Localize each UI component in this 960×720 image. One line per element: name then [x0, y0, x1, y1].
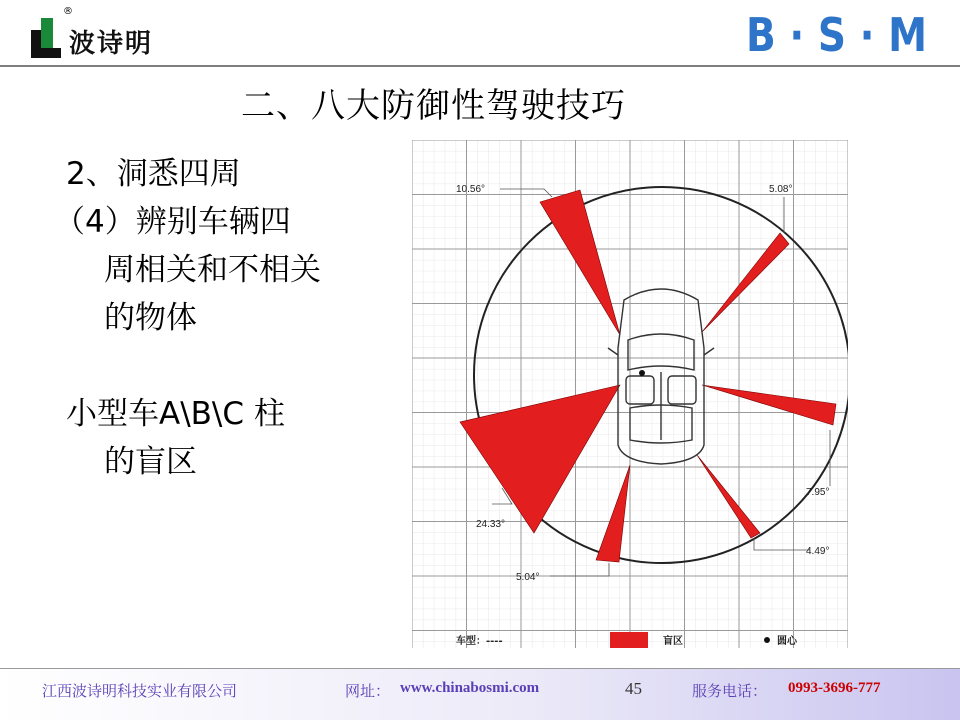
- slide-body: [54, 150, 396, 486]
- legend-center-label: 圆心: [777, 636, 797, 647]
- angle-label: 5.08°: [769, 184, 793, 195]
- footer-site-link[interactable]: www.chinabosmi.com: [400, 680, 540, 696]
- angle-label: 7.95°: [806, 487, 830, 498]
- body-line: 2、洞悉四周: [66, 156, 241, 192]
- slide-title: 二、八大防御性驾驶技巧: [241, 86, 626, 126]
- slide-header: [0, 0, 960, 66]
- header-divider: [0, 65, 960, 67]
- body-line: 的盲区: [104, 444, 197, 480]
- angle-label: 10.56°: [456, 184, 486, 195]
- angle-label: 4.49°: [806, 546, 830, 557]
- angle-label: 24.33°: [476, 519, 506, 530]
- company-logo-icon: [31, 18, 61, 58]
- logo-text: 波诗明: [69, 29, 154, 59]
- footer-phone-label: 服务电话：: [692, 682, 768, 700]
- center-dot: [639, 370, 645, 376]
- footer-site-label: 网址：: [345, 682, 391, 700]
- brand-mark: B · S · M: [745, 8, 927, 62]
- legend-blind-label: 盲区: [663, 636, 683, 647]
- page-number: 45: [625, 679, 642, 698]
- angle-label: 5.04°: [516, 572, 540, 583]
- body-line: 的物体: [104, 300, 197, 336]
- footer-phone: 0993-3696-777: [788, 680, 881, 696]
- body-line: （4）辨别车辆四: [54, 204, 291, 240]
- body-line: 小型车A\B\C 柱: [66, 396, 285, 432]
- registered-mark: ®: [63, 6, 73, 17]
- legend-car-type: 车型：----: [456, 636, 503, 647]
- footer-company: 江西波诗明科技实业有限公司: [42, 682, 238, 700]
- blind-spot-diagram: [412, 140, 848, 648]
- legend-center-dot: [764, 637, 770, 643]
- body-line: 周相关和不相关: [104, 252, 321, 288]
- slide-footer: [0, 669, 960, 720]
- legend-blind-swatch: [610, 632, 648, 648]
